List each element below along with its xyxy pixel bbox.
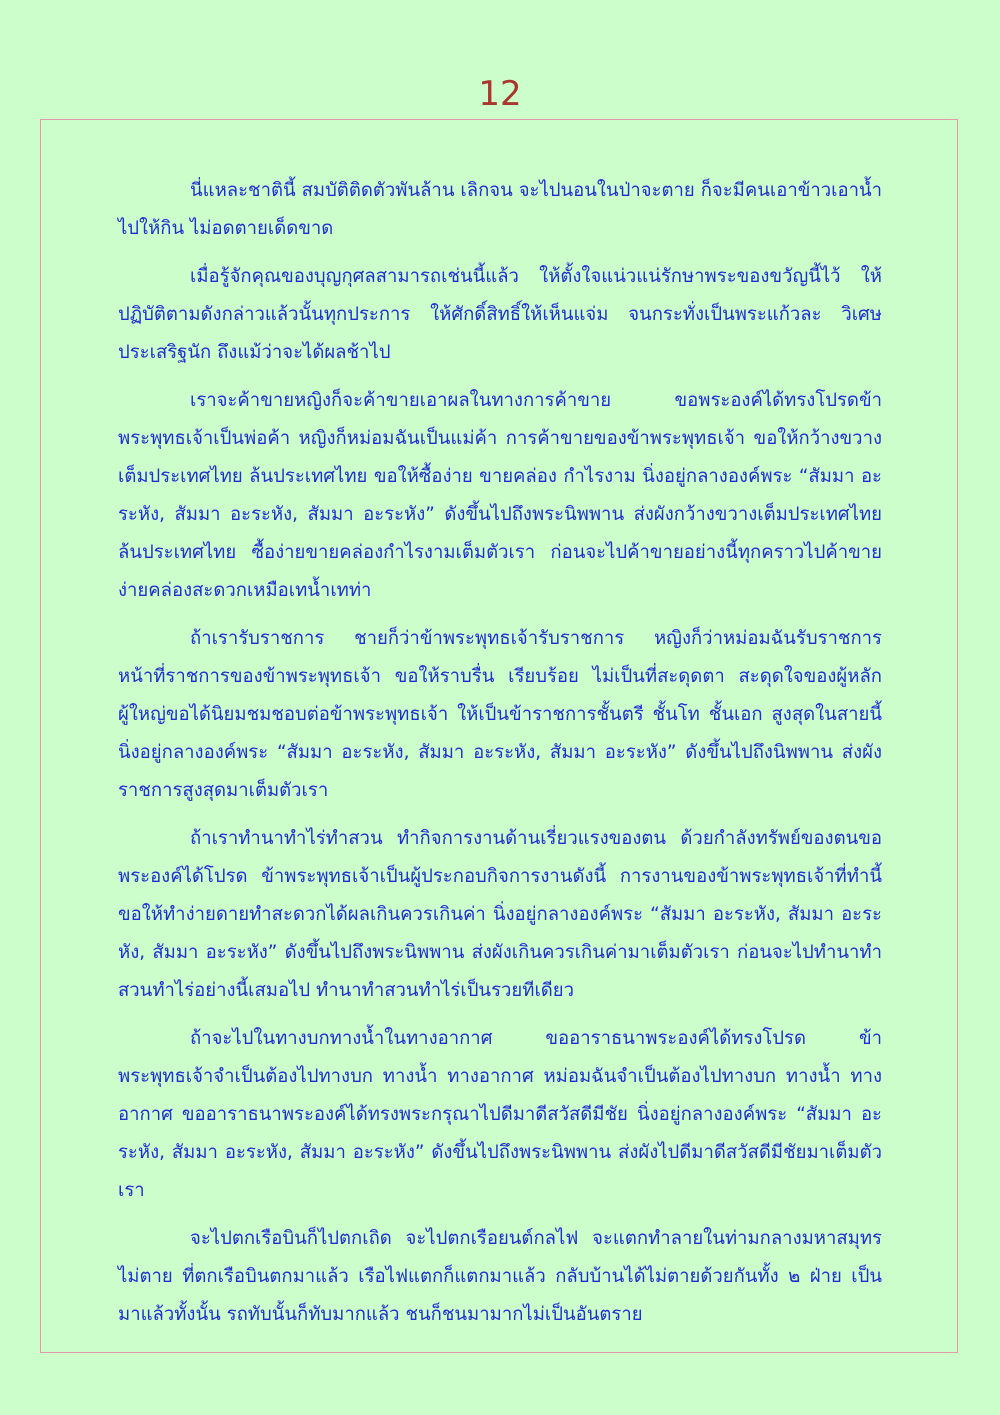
body-text bbox=[118, 172, 882, 1344]
paragraph: เราจะค้าขายหญิงก็จะค้าขายเอาผลในทางการค้าขาย ขอพระองค์ได้ทรงโปรดข้าพระพุทธเจ้าเป็นพ่อค้า หญิงก็หม่อมฉันเป็นแม่ค้า การค้าขายของข้าพระพุทธเจ้า ขอให้กว้างขวางเต็มประเทศไทย ล้นประเทศไทย ขอให้ซื้อง่าย ขายคล่อง กำไรงาม นิ่งอยู่กลางองค์พระ “สัมมา อะระหัง, สัมมา อะระหัง, สัมมา อะระหัง” ดังขึ้นไปถึงพระนิพพาน ส่งผังกว้างขวางเต็มประเทศไทย ล้นประเทศไทย ซื้อง่ายขายคล่องกำไรงามเต็มตัวเรา ก่อนจะไปค้าขายอย่างนี้ทุกคราวไปค้าขายง่ายคล่องสะดวกเหมือเทน้ำเทท่า bbox=[118, 390, 882, 601]
paragraph: ถ้าเราทำนาทำไร่ทำสวน ทำกิจการงานด้านเรี่ยวแรงของตน ด้วยกำลังทรัพย์ของตนขอพระองค์ได้โปรด ข้าพระพุทธเจ้าเป็นผู้ประกอบกิจการงานดังนี้ การงานของข้าพระพุทธเจ้าที่ทำนี้ ขอให้ทำง่ายดายทำสะดวกได้ผลเกินควรเกินค่า นิ่งอยู่กลางองค์พระ “สัมมา อะระหัง, สัมมา อะระหัง, สัมมา อะระหัง” ดังขึ้นไปถึงพระนิพพาน ส่งผังเกินควรเกินค่ามาเต็มตัวเรา ก่อนจะไปทำนาทำสวนทำไร่อย่างนี้เสมอไป ทำนาทำสวนทำไร่เป็นรวยทีเดียว bbox=[118, 828, 882, 1001]
paragraph: ถ้าเรารับราชการ ชายก็ว่าข้าพระพุทธเจ้ารับราชการ หญิงก็ว่าหม่อมฉันรับราชการ หน้าที่ราชการของข้าพระพุทธเจ้า ขอให้ราบรื่น เรียบร้อย ไม่เป็นที่สะดุดตา สะดุดใจของผู้หลักผู้ใหญ่ขอได้นิยมชมชอบต่อข้าพระพุทธเจ้า ให้เป็นข้าราชการชั้นตรี ชั้นโท ชั้นเอก สูงสุดในสายนี้ นิ่งอยู่กลางองค์พระ “สัมมา อะระหัง, สัมมา อะระหัง, สัมมา อะระหัง” ดังขึ้นไปถึงนิพพาน ส่งผังราชการสูงสุดมาเต็มตัวเรา bbox=[118, 628, 882, 801]
paragraph: เมื่อรู้จักคุณของบุญกุศลสามารถเช่นนี้แล้ว ให้ตั้งใจแน่วแน่รักษาพระของขวัญนี้ไว้ ให้ปฏิบัติตามดังกล่าวแล้วนั้นทุกประการ ให้ศักดิ์สิทธิ์ให้เห็นแจ่ม จนกระทั่งเป็นพระแก้วละ วิเศษประเสริฐนัก ถึงแม้ว่าจะได้ผลช้าไป bbox=[118, 266, 882, 363]
paragraph: จะไปตกเรือบินก็ไปตกเถิด จะไปตกเรือยนต์กลไฟ จะแตกทำลายในท่ามกลางมหาสมุทร ไม่ตาย ที่ตกเรือบินตกมาแล้ว เรือไฟแตกก็แตกมาแล้ว กลับบ้านได้ไม่ตายด้วยกันทั้ง ๒ ฝ่าย เป็นมาแล้วทั้งนั้น รถทับนั้นก็ทับมากแล้ว ชนก็ชนมามากไม่เป็นอันตราย bbox=[118, 1228, 882, 1325]
paragraph: ถ้าจะไปในทางบกทางน้ำในทางอากาศ ขออาราธนาพระองค์ได้ทรงโปรด ข้าพระพุทธเจ้าจำเป็นต้องไปทางบก ทางน้ำ ทางอากาศ หม่อมฉันจำเป็นต้องไปทางบก ทางน้ำ ทางอากาศ ขออาราธนาพระองค์ได้ทรงพระกรุณาไปดีมาดีสวัสดีมีชัย นิ่งอยู่กลางองค์พระ “สัมมา อะระหัง, สัมมา อะระหัง, สัมมา อะระหัง” ดังขึ้นไปถึงพระนิพพาน ส่งผังไปดีมาดีสวัสดีมีชัยมาเต็มตัวเรา bbox=[118, 1028, 882, 1201]
page-number: 12 bbox=[478, 74, 522, 114]
paragraph: นี่แหละชาตินี้ สมบัติติดตัวพันล้าน เลิกจน จะไปนอนในป่าจะตาย ก็จะมีคนเอาข้าวเอาน้ำไปให้กิน ไม่อดตายเด็ดขาด bbox=[118, 180, 882, 239]
